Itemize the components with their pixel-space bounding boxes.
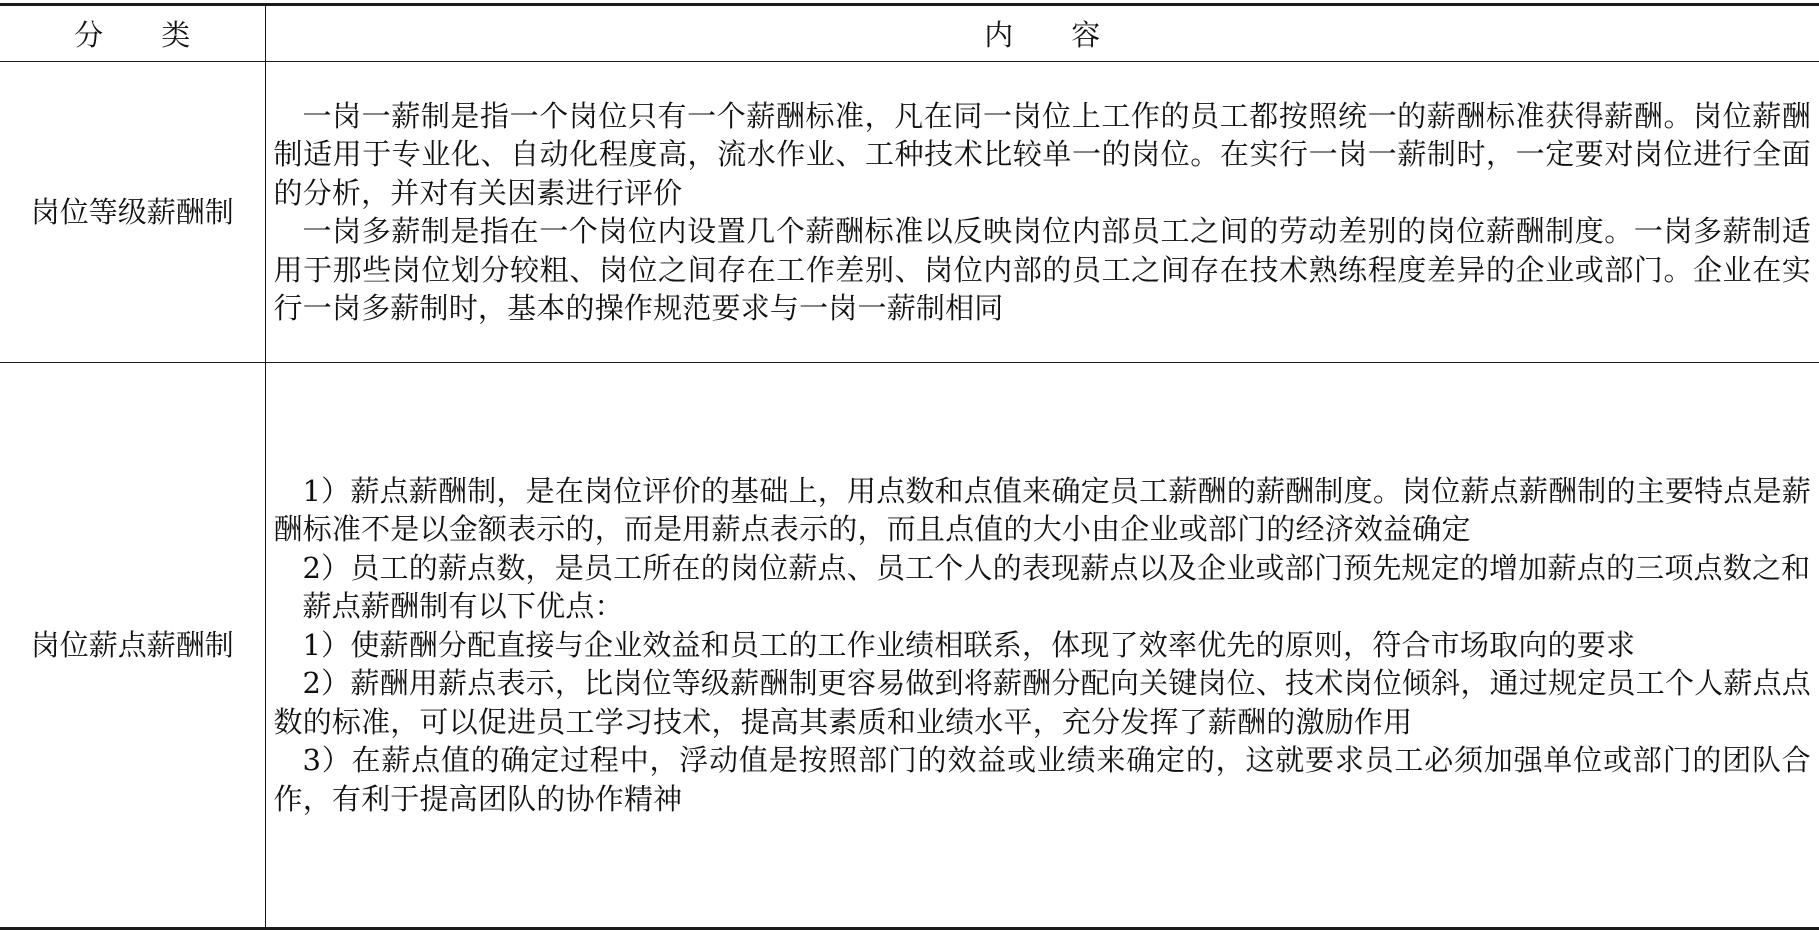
header-row (0, 5, 1819, 62)
content-paragraph: 薪点薪酬制有以下优点： (302, 589, 624, 624)
salary-system-table (0, 3, 1819, 930)
row-content-cell (265, 62, 1819, 363)
content-paragraph: 3）在薪点值的确定过程中，浮动值是按照部门的效益或业绩来确定的，这就要求员工必须加强单位或部门的团队合作，有利于提高团队的协作精神 (273, 743, 1811, 816)
header-content (265, 5, 1819, 62)
content-paragraph: 一岗多薪制是指在一个岗位内设置几个薪酬标准以反映岗位内部员工之间的劳动差别的岗位薪酬制度。一岗多薪制适用于那些岗位划分较粗、岗位之间存在工作差别、岗位内部的员工之间存在技术熟练程度差异的企业或部门。企业在实行一岗多薪制时，基本的操作规范要求与一岗一薪制相同 (273, 214, 1811, 325)
table-row (0, 62, 1819, 363)
content-paragraph: 1）使薪酬分配直接与企业效益和员工的工作业绩相联系，体现了效率优先的原则，符合市场取向的要求 (302, 627, 1636, 662)
row-category-label: 岗位等级薪酬制 (30, 194, 234, 229)
content-paragraph: 2）薪酬用薪点表示，比岗位等级薪酬制更容易做到将薪酬分配向关键岗位、技术岗位倾斜，通过规定员工个人薪点点数的标准，可以促进员工学习技术，提高其素质和业绩水平，充分发挥了薪酬的激励作用 (273, 666, 1811, 739)
content-paragraph: 1）薪点薪酬制，是在岗位评价的基础上，用点数和点值来确定员工薪酬的薪酬制度。岗位薪点薪酬制的主要特点是薪酬标准不是以金额表示的，而是用薪点表示的，而且点值的大小由企业或部门的经济效益确定 (273, 473, 1811, 547)
row-category-label: 岗位薪点薪酬制 (30, 627, 234, 662)
content-paragraph: 一岗一薪制是指一个岗位只有一个薪酬标准，凡在同一岗位上工作的员工都按照统一的薪酬标准获得薪酬。岗位薪酬制适用于专业化、自动化程度高，流水作业、工种技术比较单一的岗位。在实行一岗一薪制时，一定要对岗位进行全面的分析，并对有关因素进行评价 (273, 98, 1811, 210)
content-paragraph: 2）员工的薪点数，是员工所在的岗位薪点、员工个人的表现薪点以及企业或部门预先规定的增加薪点的三项点数之和 (302, 550, 1811, 585)
table-row (0, 363, 1819, 929)
row-category-cell (0, 62, 265, 363)
row-content-cell (265, 363, 1819, 929)
header-category (0, 5, 265, 62)
table-header (0, 5, 1819, 62)
header-category-label: 分类 (74, 18, 249, 52)
table-body (0, 62, 1819, 929)
header-content-label: 内容 (984, 18, 1159, 52)
row-category-cell (0, 363, 265, 929)
